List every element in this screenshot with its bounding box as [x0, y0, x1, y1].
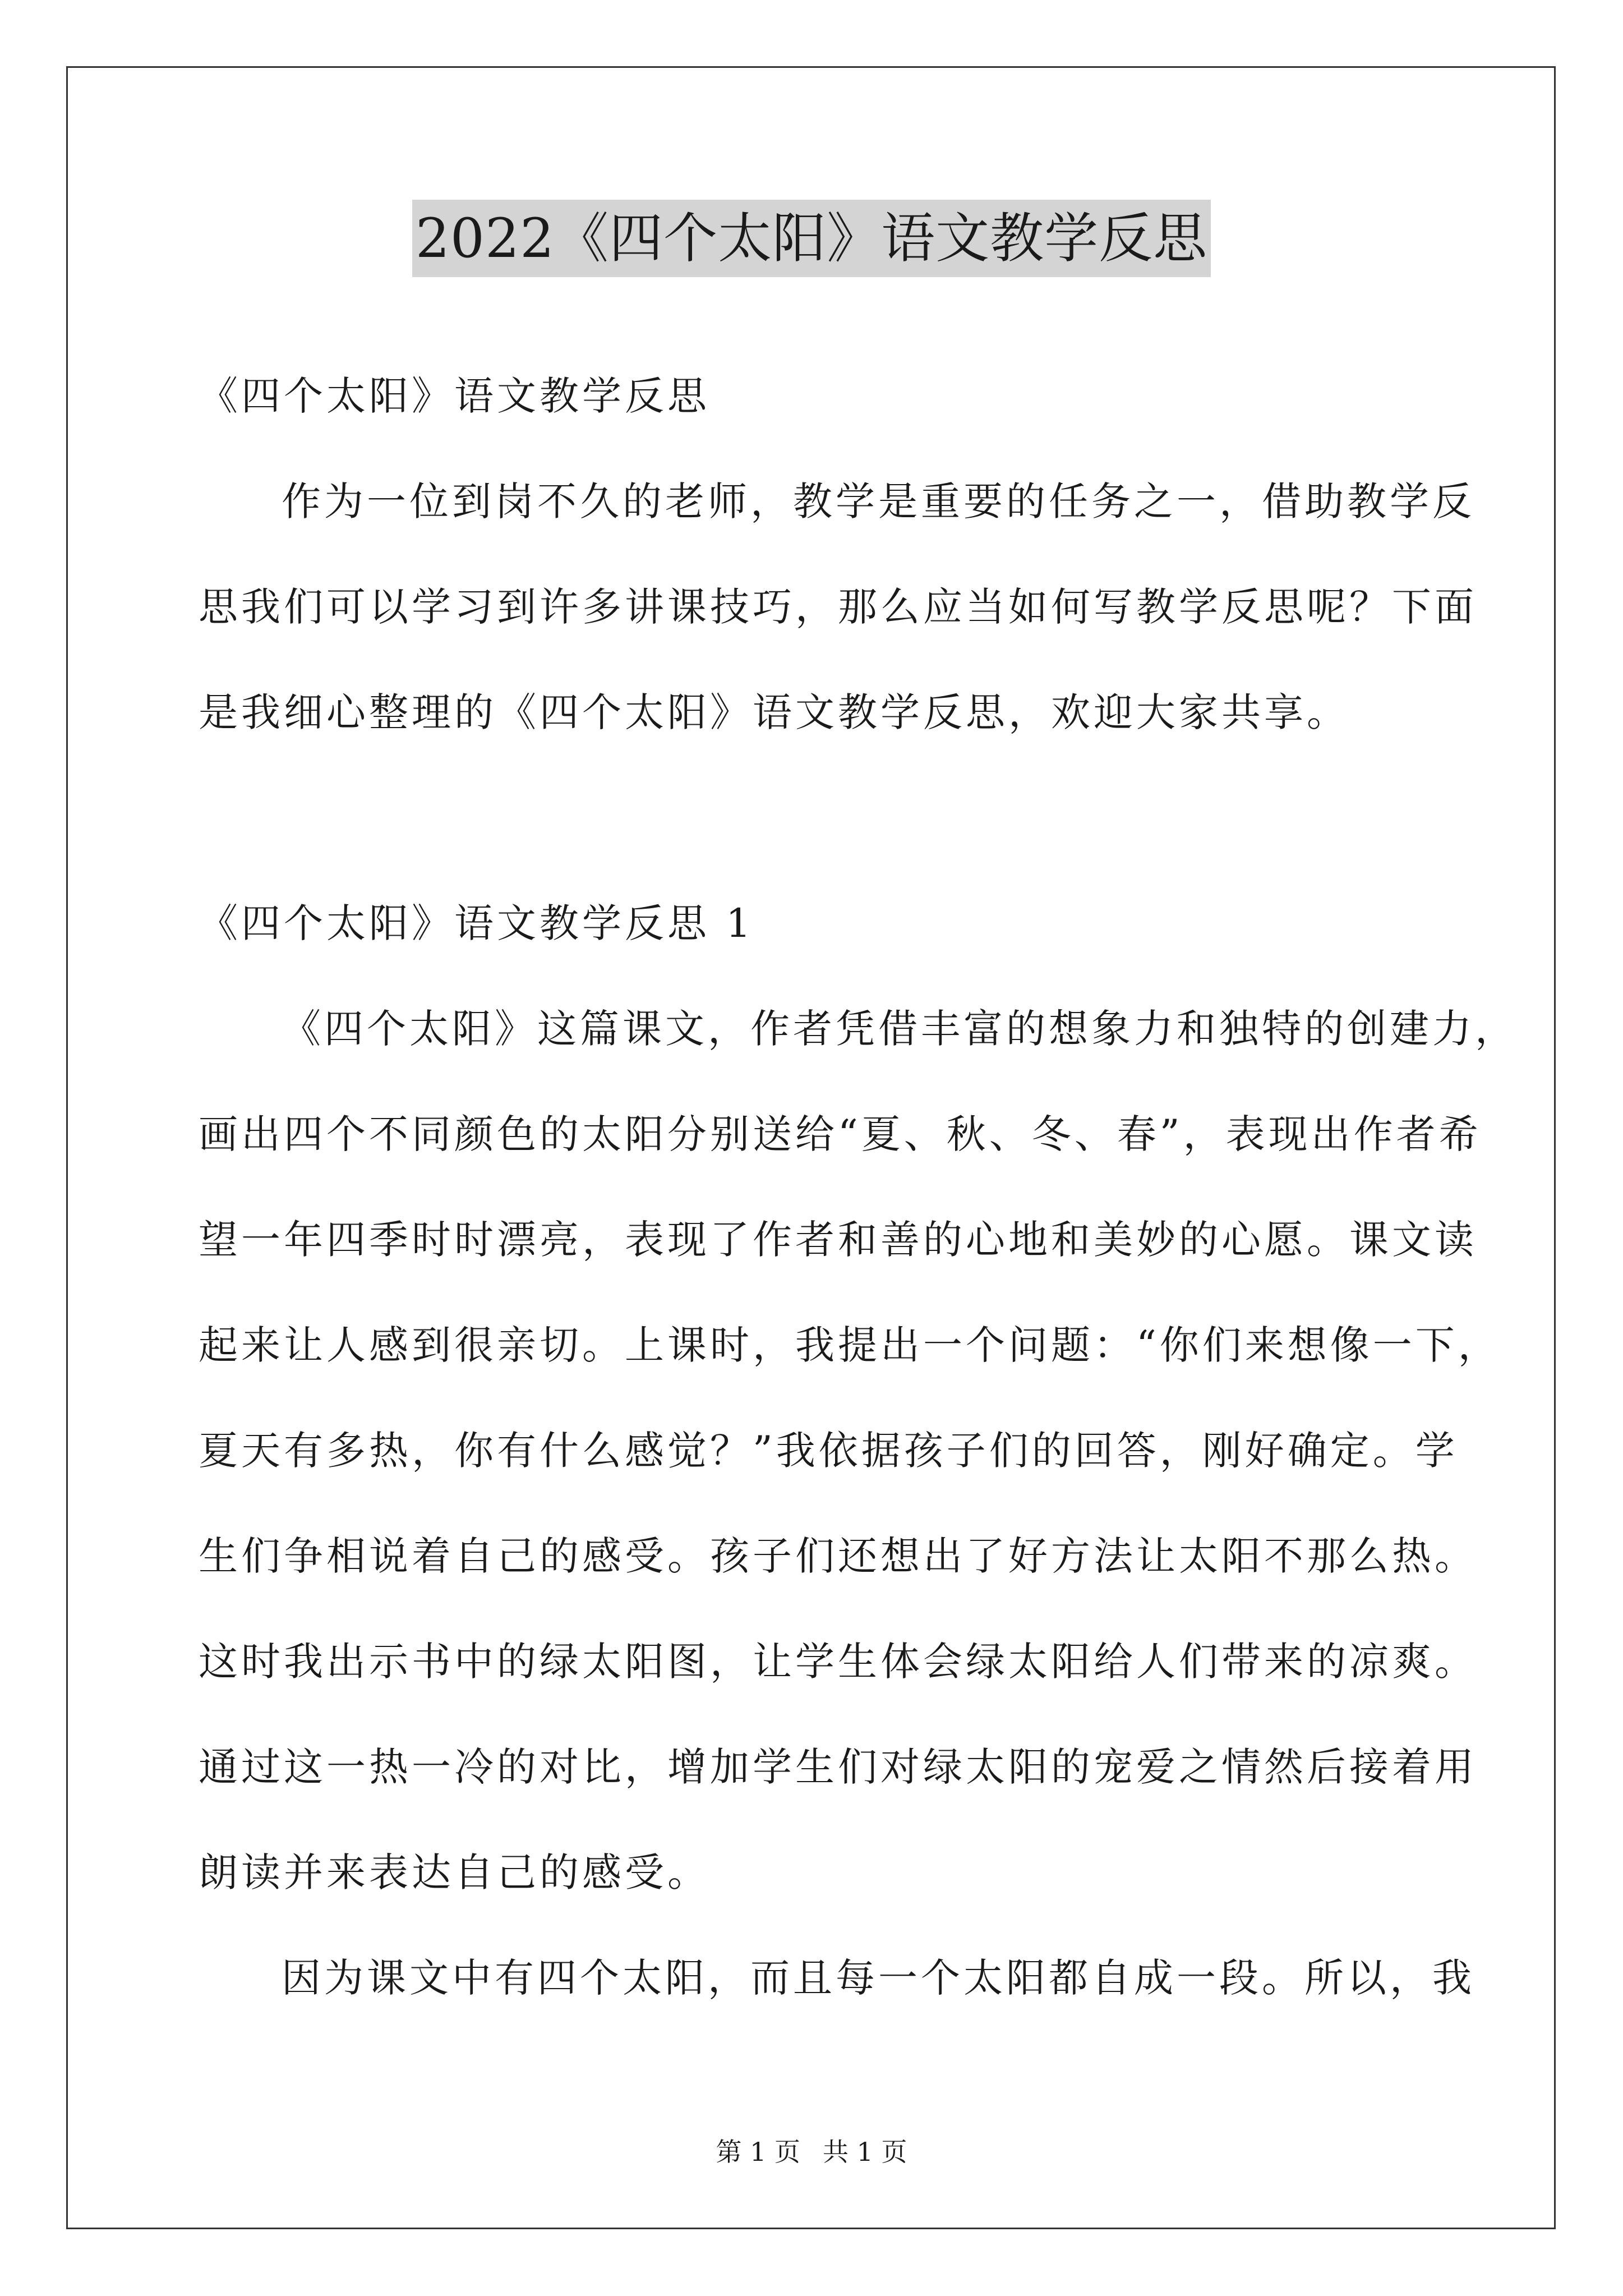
paragraph-line: 朗读并来表达自己的感受。	[199, 1849, 710, 1895]
section-heading: 《四个太阳》语文教学反思 1	[199, 900, 754, 946]
intro-line: 思我们可以学习到许多讲课技巧，那么应当如何写教学反思呢？下面	[199, 584, 1477, 630]
paragraph-line: 这时我出示书中的绿太阳图，让学生体会绿太阳给人们带来的凉爽。	[199, 1639, 1477, 1685]
document-body	[199, 343, 1518, 2031]
page-total: 共 1 页	[823, 2137, 907, 2167]
paragraph-line: 生们争相说着自己的感受。孩子们还想出了好方法让太阳不那么热。	[199, 1533, 1477, 1579]
title-container	[0, 200, 1623, 277]
paragraph-line: 望一年四季时时漂亮，表现了作者和善的心地和美妙的心愿。课文读	[199, 1217, 1477, 1263]
paragraph-line: 夏天有多热，你有什么感觉？”我依据孩子们的回答，刚好确定。学	[199, 1428, 1458, 1474]
subtitle: 《四个太阳》语文教学反思	[199, 373, 710, 419]
intro-line: 是我细心整理的《四个太阳》语文教学反思，欢迎大家共享。	[199, 689, 1349, 735]
document-title: 2022《四个太阳》语文教学反思	[412, 200, 1211, 277]
page-number: 第 1 页	[716, 2137, 800, 2167]
paragraph-line: 《四个太阳》这篇课文，作者凭借丰富的想象力和独特的创建力，	[282, 1006, 1518, 1052]
intro-line: 作为一位到岗不久的老师，教学是重要的任务之一，借助教学反	[282, 478, 1475, 524]
page-footer	[0, 2135, 1623, 2169]
paragraph-line: 画出四个不同颜色的太阳分别送给“夏、秋、冬、春”，表现出作者希	[199, 1111, 1482, 1157]
paragraph-line: 通过这一热一冷的对比，增加学生们对绿太阳的宠爱之情然后接着用	[199, 1744, 1477, 1790]
paragraph-line: 因为课文中有四个太阳，而且每一个太阳都自成一段。所以，我	[282, 1955, 1475, 2001]
paragraph-line: 起来让人感到很亲切。上课时，我提出一个问题：“你们来想像一下，	[199, 1322, 1501, 1368]
blank-line	[199, 765, 1427, 871]
